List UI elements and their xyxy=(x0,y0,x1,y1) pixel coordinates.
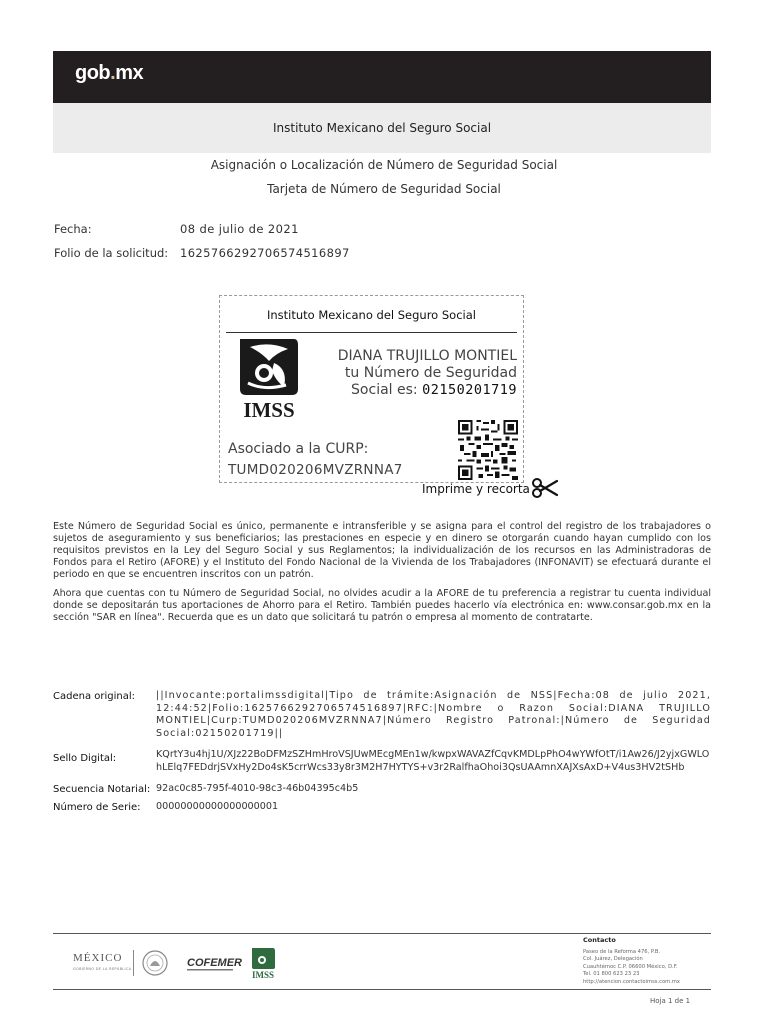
institution-band xyxy=(53,103,711,153)
folio-value: 1625766292706574516897 xyxy=(180,246,350,260)
card-header: Instituto Mexicano del Seguro Social xyxy=(267,308,476,322)
holder-name: DIANA TRUJILLO MONTIEL xyxy=(337,348,517,364)
nss-card xyxy=(219,295,524,483)
scissors-icon xyxy=(531,476,559,500)
secuencia-notarial-label: Secuencia Notarial: xyxy=(53,784,151,795)
document-subtitle: Asignación o Localización de Número de Seguridad Social xyxy=(210,158,558,172)
contacto-url-link[interactable]: http://atencion.contactoimss.com.mx xyxy=(583,978,680,985)
afore-info-paragraph: Ahora que cuentas con tu Número de Seguridad Social, no olvides acudir a la AFORE de tu preferencia a registrar tu cuenta individual donde se depositarán tus aportaciones de Ahorro para el Retiro. También puedes hacerlo vía electrónica en: www.consar.gob.mx en la sección "SAR en línea". Recuerda que es un dato que solicitará tu patrón o empresa al momento de contratarte. xyxy=(53,588,711,623)
nss-label: Social es: xyxy=(351,382,418,398)
nss-info-paragraph: Este Número de Seguridad Social es único, permanente e intransferible y se asigna para el control del registro de los trabajadores o sujetos de aseguramiento y sus beneficiarios; las prestaciones en especie y en dinero se otorgarán cuando hayan cumplido con los requisitos previstos en la Ley del Seguro Social y sus Reglamentos; la individualización de los recursos en las Administradoras de Fondos para el Retiro (AFORE) y el Instituto del Fondo Nacional de la Vivienda de los Trabajadores (INFONAVIT) se efectuará durante el periodo en que se encuentren inscritos con un patrón. xyxy=(53,521,711,580)
sello-digital-label: Sello Digital: xyxy=(53,753,117,764)
nss-number: 02150201719 xyxy=(422,382,517,398)
imss-footer-logo-icon xyxy=(249,948,277,980)
fecha-value: 08 de julio de 2021 xyxy=(180,222,299,236)
imss-logo-text: IMSS xyxy=(243,398,295,422)
card-divider xyxy=(226,332,517,333)
institution-title: Instituto Mexicano del Seguro Social xyxy=(272,121,492,135)
contacto-phone: Tel. 01 800 623 23 23 xyxy=(583,971,640,978)
mexico-logo-subtext: GOBIERNO DE LA REPÚBLICA xyxy=(73,967,132,971)
nss-line2 xyxy=(317,382,517,399)
contacto-title: Contacto xyxy=(583,936,616,944)
nss-line1: tu Número de Seguridad xyxy=(344,365,517,381)
cadena-original-label: Cadena original: xyxy=(53,691,136,702)
contacto-address-line: Cuauhtémoc C.P. 06600 México, D.F. xyxy=(583,963,678,970)
curp-label: Asociado a la CURP: xyxy=(228,441,369,457)
sello-digital-value: KQrtY3u4hj1U/XJz22BoDFMzSZHmHroVSJUwMEcgMEn1w/kwpxWAVAZfCqvKMDLpPhO4wYWfOtT/i1Aw26/J2yjxGWLOhLElq7FEDdrjSVxHy2Do4sK5crrWcs33y8r3M2H7HYTYS+v3r2RalfhaOhoi3QsUAAmnXAJXsAxD+V4us3HV2tSHb xyxy=(156,749,710,773)
national-seal-icon xyxy=(141,948,169,978)
fecha-label: Fecha: xyxy=(54,222,92,236)
logo-mx: mx xyxy=(115,62,144,84)
card-text-block xyxy=(317,348,517,399)
mexico-logo-text: MÉXICO xyxy=(73,952,123,964)
imss-logo-icon xyxy=(236,339,306,421)
print-and-cut-label: Imprime y recorta xyxy=(422,482,530,496)
cofemer-logo-icon xyxy=(185,952,242,974)
numero-serie-label: Número de Serie: xyxy=(53,802,141,813)
logo-gob: gob xyxy=(75,62,111,84)
numero-serie-value: 00000000000000000001 xyxy=(156,801,279,812)
document-card-title: Tarjeta de Número de Seguridad Social xyxy=(267,182,501,196)
gob-mx-logo[interactable] xyxy=(75,62,143,85)
contacto-address-line: Col. Juárez, Delegación xyxy=(583,956,643,963)
qr-code-icon xyxy=(458,420,518,480)
footer xyxy=(53,933,711,990)
imss-footer-logo-text: IMSS xyxy=(251,970,275,980)
folio-label: Folio de la solicitud: xyxy=(54,246,169,260)
logo-divider xyxy=(133,950,134,976)
curp-value: TUMD020206MVZRNNA7 xyxy=(228,462,403,478)
cadena-original-value: ||Invocante:portalimssdigital|Tipo de trámite:Asignación de NSS|Fecha:08 de julio 2021, 12:44:52|Folio:1625766292706574516897|RFC:|Nombre o Razon Social:DIANA TRUJILLO MONTIEL|Curp:TUMD020206MVZRNNA7|Número Registro Patronal:|Número de Seguridad Social:02150201719|| xyxy=(156,690,711,739)
secuencia-notarial-value: 92ac0c85-795f-4010-98c3-46b04395c4b5 xyxy=(156,783,359,794)
page-number: Hoja 1 de 1 xyxy=(650,997,691,1005)
gob-mx-header xyxy=(53,51,711,103)
contacto-address-line: Paseo de la Reforma 476, P.B. xyxy=(583,949,661,955)
logo-dot: . xyxy=(110,62,116,84)
cofemer-logo-text: COFEMER xyxy=(187,957,242,969)
contacto-info xyxy=(583,949,680,986)
